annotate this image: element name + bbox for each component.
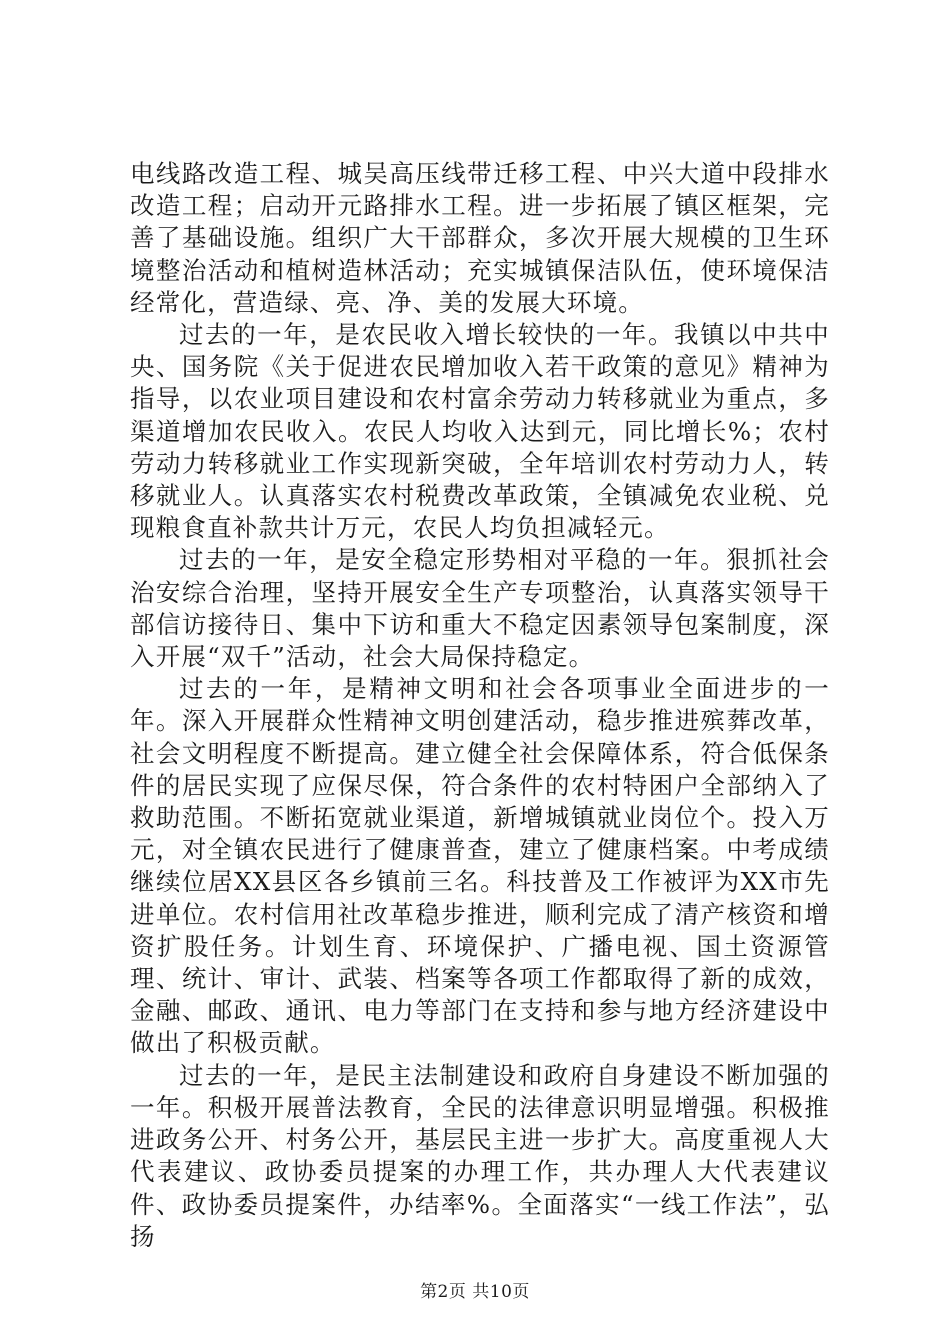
paragraph-4: 过去的一年，是精神文明和社会各项事业全面进步的一年。深入开展群众性精神文明创建活动，稳步推进殡葬改革，社会文明程度不断提高。建立健全社会保障体系，符合低保条件的居民实现了应保尽保，符合条件的农村特困户全部纳入了救助范围。不断拓宽就业渠道，新增城镇就业岗位个。投入万元，对全镇农民进行了健康普查，建立了健康档案。中考成绩继续位居XX县区各乡镇前三名。科技普及工作被评为XX市先进单位。农村信用社改革稳步推进，顺利完成了清产核资和增资扩股任务。计划生育、环境保护、广播电视、国土资源管理、统计、审计、武装、档案等各项工作都取得了新的成效，金融、邮政、通讯、电力等部门在支持和参与地方经济建设中做出了积极贡献。	[130, 674, 830, 1058]
paragraph-1: 电线路改造工程、城吴高压线带迁移工程、中兴大道中段排水改造工程；启动开元路排水工程。进一步拓展了镇区框架，完善了基础设施。组织广大干部群众，多次开展大规模的卫生环境整治活动和植树造林活动；充实城镇保洁队伍，使环境保洁经常化，营造绿、亮、净、美的发展大环境。	[130, 159, 830, 317]
paragraph-5: 过去的一年，是民主法制建设和政府自身建设不断加强的一年。积极开展普法教育，全民的法律意识明显增强。积极推进政务公开、村务公开，基层民主进一步扩大。高度重视人大代表建议、政协委员提案的办理工作，共办理人大代表建议件、政协委员提案件，办结率%。全面落实“一线工作法”，弘扬	[130, 1060, 830, 1251]
paragraph-2: 过去的一年，是农民收入增长较快的一年。我镇以中共中央、国务院《关于促进农民增加收入若干政策的意见》精神为指导，以农业项目建设和农村富余劳动力转移就业为重点，多渠道增加农民收入。农民人均收入达到元，同比增长%；农村劳动力转移就业工作实现新突破，全年培训农村劳动力人，转移就业人。认真落实农村税费改革政策，全镇减免农业税、兑现粮食直补款共计万元，农民人均负担减轻元。	[130, 320, 830, 543]
paragraph-3: 过去的一年，是安全稳定形势相对平稳的一年。狠抓社会治安综合治理，坚持开展安全生产专项整治，认真落实领导干部信访接待日、集中下访和重大不稳定因素领导包案制度，深入开展“双千”活动，社会大局保持稳定。	[130, 545, 830, 672]
document-body	[130, 158, 830, 1253]
page-footer: 第2页 共10页	[420, 1282, 530, 1302]
